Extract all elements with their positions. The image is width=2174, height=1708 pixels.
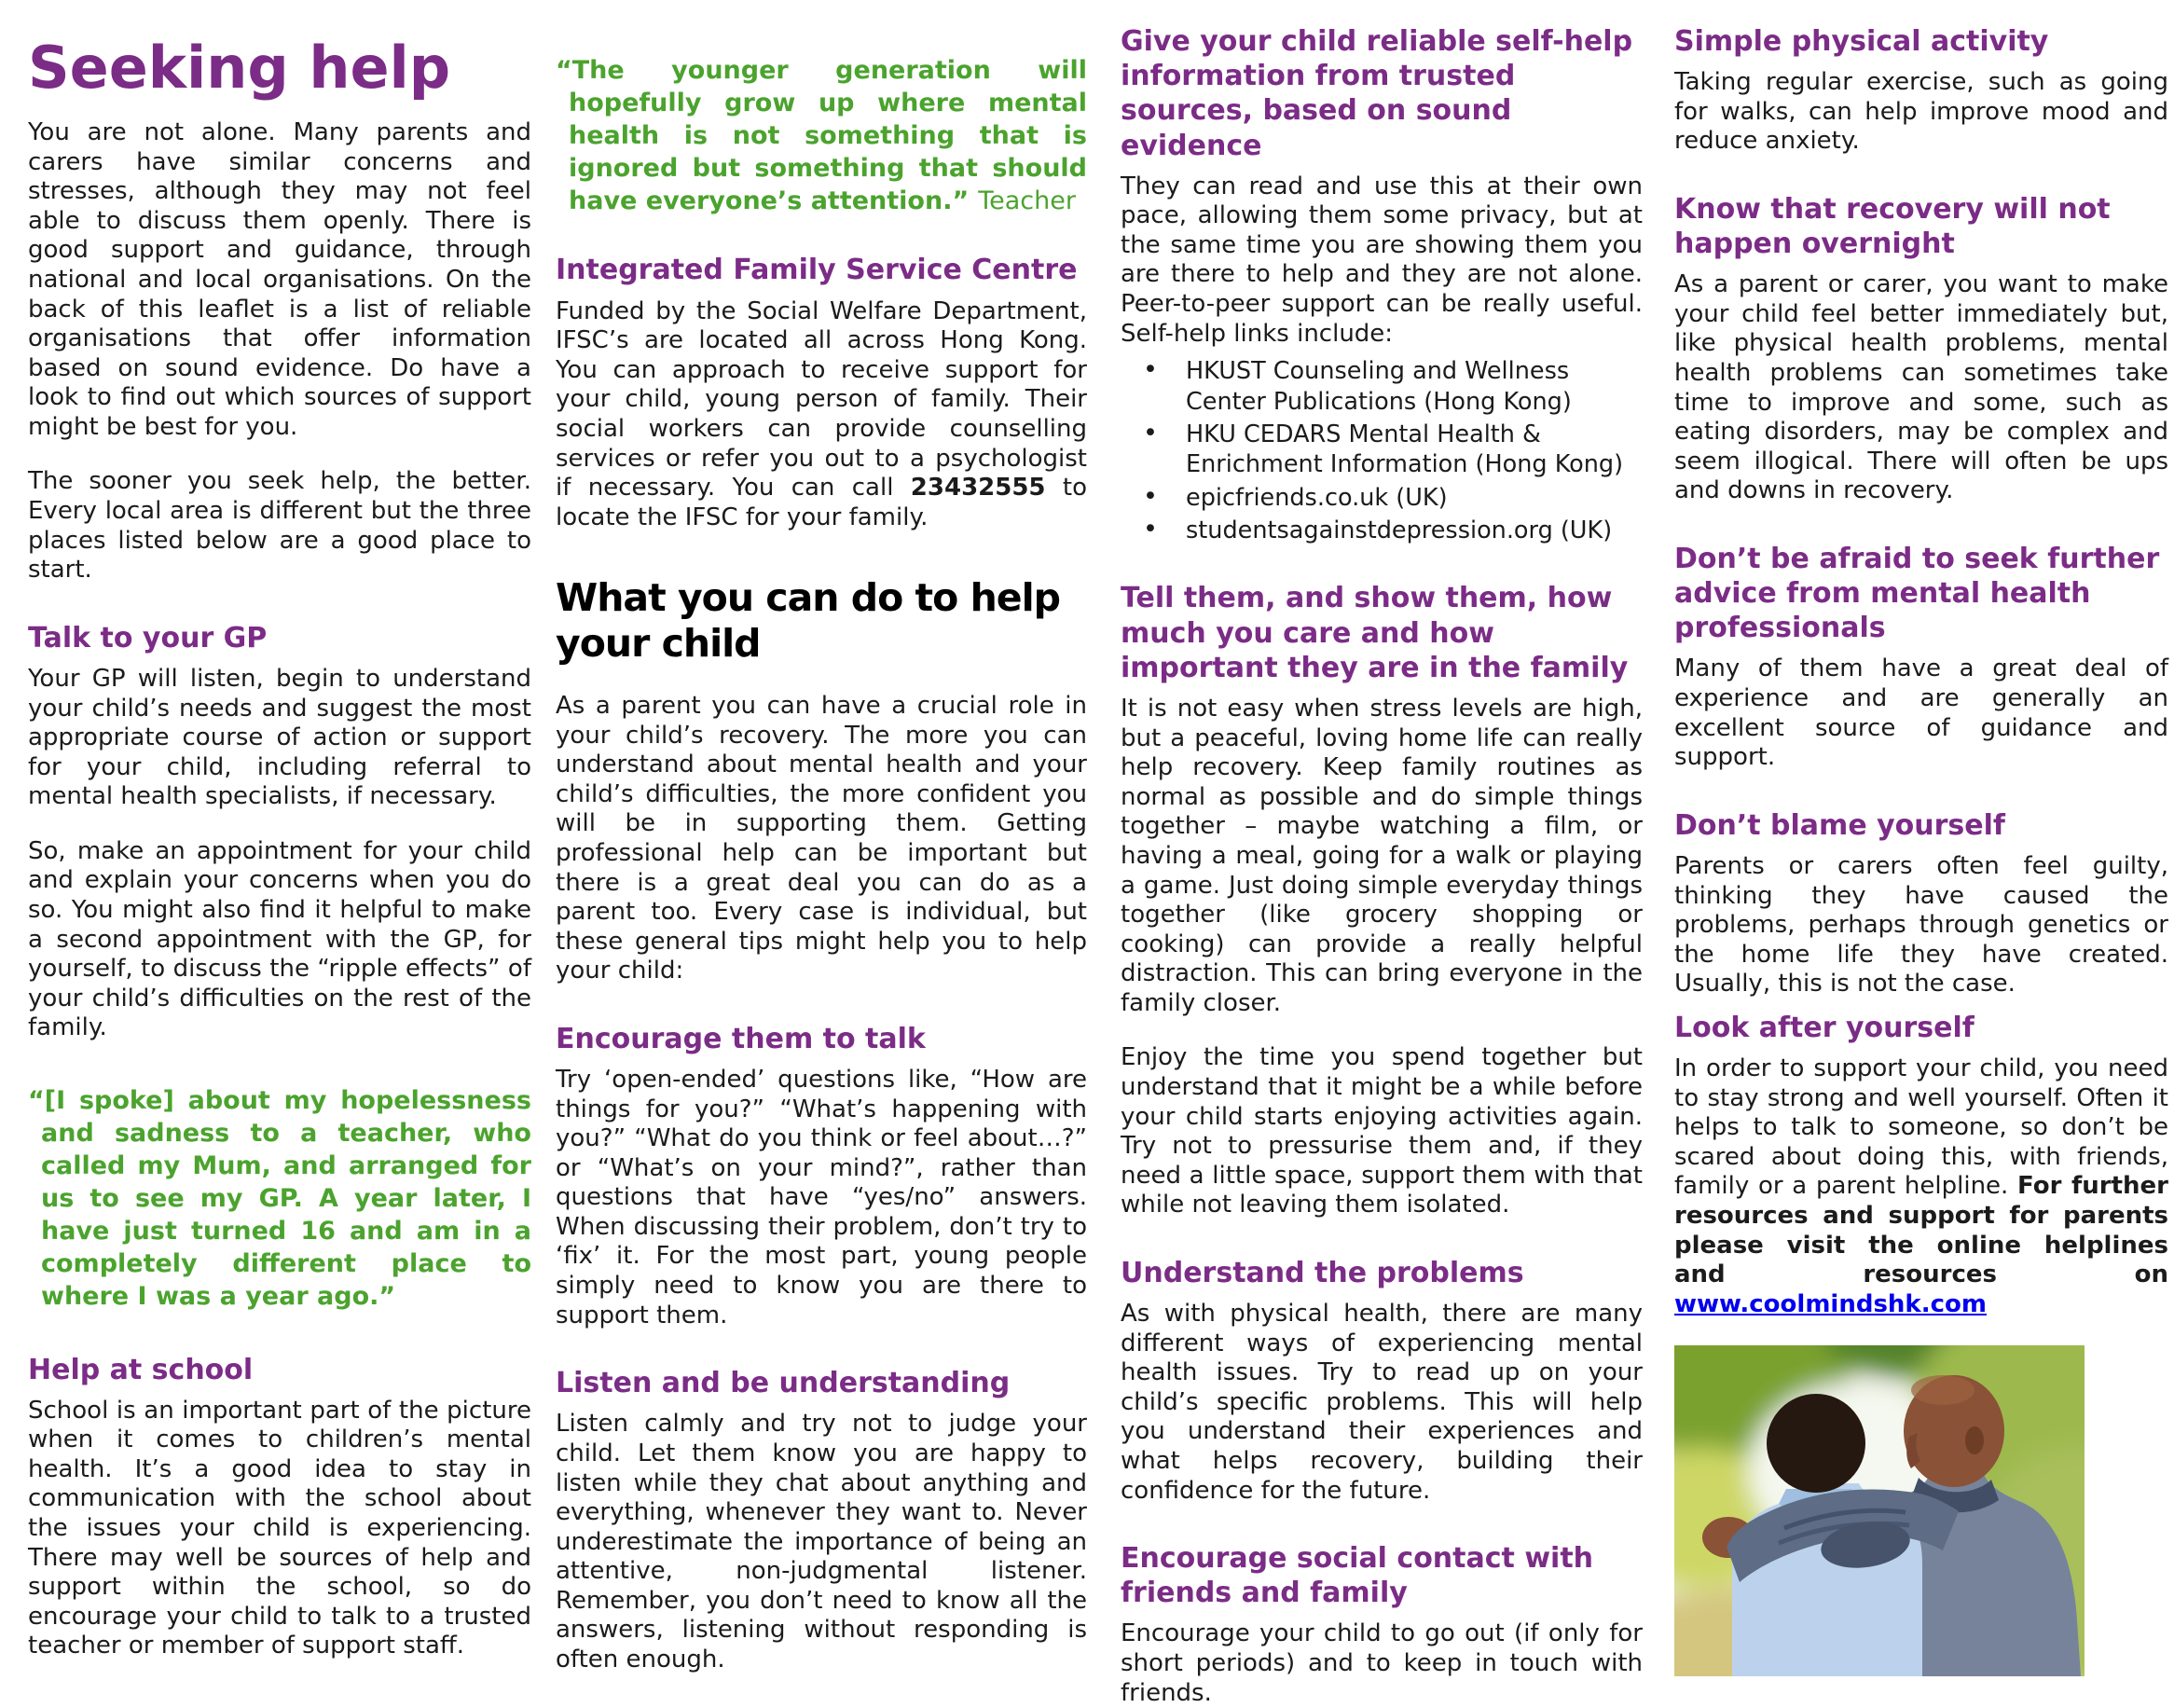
tell-them-paragraph-2: Enjoy the time you spend together but understand that it might be a while before your child starts enjoying activities again. Try not to pressurise them and, if they need a little space, support them with that while not leaving them isolated. <box>1121 1043 1643 1219</box>
heading-simple-physical-activity: Simple physical activity <box>1674 25 2049 58</box>
heading-listen-and-be-understanding: Listen and be understanding <box>556 1367 1011 1400</box>
heading-seek-further-advice: Don’t be afraid to seek further advice from mental health professionals <box>1674 542 2160 645</box>
look-after-bold-text: For further resources and support for parents please visit the online helplines and resources on <box>1674 1172 2168 1289</box>
what-you-can-do-paragraph: As a parent you can have a crucial role in your child’s recovery. The more you can understand about mental health and your child’s difficulties, the more confident you will be in supporting them. Getting professional help can be important but there is a great deal you can do as a parent too. Every case is individual, but these general tips might help you to help your child: <box>556 692 1087 985</box>
column-4 <box>1674 0 2168 1543</box>
column-1 <box>28 0 531 1660</box>
heading-look-after-yourself: Look after yourself <box>1674 1011 1974 1044</box>
quote-young-person: “[I spoke] about my hopelessness and sadness to a teacher, who called my Mum, and arranged for us to see my GP. A year later, I have just turned 16 and am in a completely different place to where I was a year ago.” <box>28 1085 531 1312</box>
ifsc-text-before-phone: Funded by the Social Welfare Department, IFSC’s are located all across Hong Kong. You can approach to receive support for your child, young person of family. Their social workers can provide counselling services or refer you out to a psychologist if necessary. You can call <box>556 296 1087 503</box>
ifsc-phone-number: 23432555 <box>910 474 1046 503</box>
heading-dont-blame-yourself: Don’t blame yourself <box>1674 808 2005 842</box>
column-3 <box>1121 0 1643 1707</box>
heading-help-at-school: Help at school <box>28 1353 254 1386</box>
encourage-talk-paragraph: Try ‘open-ended’ questions like, “How are things for you?” “What’s happening with you?” “What do you think or feel about…?” or “What’s on your mind?”, rather than questions that have “yes/no” answers. When discussing their problem, don’t try to ‘fix’ it. For the most part, young people simply need to know you are there to support them. <box>556 1066 1087 1329</box>
quote-teacher-text: “The younger generation will hopefully grow up where mental health is not something that is ignored but something that should have everyone’s attention.” <box>556 56 1087 216</box>
look-after-yourself-paragraph <box>1674 1054 2168 1319</box>
list-item-hku-cedars: • HKU CEDARS Mental Health & Enrichment Information (Hong Kong) <box>1137 420 1643 480</box>
intro-paragraph-1: You are not alone. Many parents and carers have similar concerns and stresses, although they may not feel able to discuss them openly. There is good support and guidance, through national and local organisations. On the back of this leaflet is a list of reliable organisations that offer information based on sound evidence. Do have a look to find out which sources of support might be best for you. <box>28 118 531 441</box>
heading-recovery-not-overnight: Know that recovery will not happen overnight <box>1674 192 2111 261</box>
list-item-studentsagainstdepression: • studentsagainstdepression.org (UK) <box>1137 516 1643 545</box>
listen-paragraph: Listen calmly and try not to judge your child. Let them know you are happy to listen while they chat about anything and everything, whenever they want to. Never underestimate the importance of being an attentive, non-judgmental listener. Remember, you don’t need to know all the answers, listening without responding is often enough. <box>556 1410 1087 1674</box>
heading-encourage-social-contact: Encourage social contact with friends and family <box>1121 1542 1594 1610</box>
list-item-hkust: • HKUST Counseling and Wellness Center Publications (Hong Kong) <box>1137 356 1643 417</box>
school-paragraph: School is an important part of the picture when it comes to children’s mental health. It’s a good idea to stay in communication with the school about the issues your child is experiencing. There may well be sources of help and support within the school, so do encourage your child to talk to a trusted teacher or member of support staff. <box>28 1396 531 1660</box>
ifsc-text-after-phone: to locate the IFSC for your family. <box>556 474 1087 531</box>
heading-encourage-them-to-talk: Encourage them to talk <box>556 1022 926 1055</box>
recovery-paragraph: As a parent or carer, you want to make your child feel better immediately but, like physical health problems, mental health problems can sometimes take time to improve and some, such as eating disorders, may be complex and seem illogical. There will often be ups and downs in recovery. <box>1674 270 2168 505</box>
intro-paragraph-2: The sooner you seek help, the better. Every local area is different but the three places listed below are a good place to start. <box>28 467 531 585</box>
gp-paragraph-2: So, make an appointment for your child and explain your concerns when you do so. You might also find it helpful to make a second appointment with the GP, for yourself, to discuss the “ripple effects” of your child’s difficulties on the rest of the family. <box>28 836 531 1042</box>
further-advice-paragraph: Many of them have a great deal of experience and are generally an excellent source of guidance and support. <box>1674 654 2168 772</box>
dont-blame-paragraph: Parents or carers often feel guilty, thinking they have caused the problems, perhaps through genetics or the home life they have created. Usually, this is not the case. <box>1674 851 2168 999</box>
quote-teacher <box>556 54 1087 217</box>
ifsc-paragraph <box>556 297 1087 533</box>
self-help-links-list <box>1121 356 1643 545</box>
physical-activity-paragraph: Taking regular exercise, such as going for walks, can help improve mood and reduce anxiety. <box>1674 68 2168 156</box>
tell-them-paragraph-1: It is not easy when stress levels are high, but a peaceful, loving home life can really help recovery. Keep family routines as normal as possible and do simple things together – maybe watching a film, or having a meal, going for a walk or playing a game. Just doing simple everyday things together (like grocery shopping or cooking) can provide a really helpful distraction. This can bring everyone in the family closer. <box>1121 695 1643 1017</box>
column-2 <box>556 0 1087 1674</box>
understand-problems-paragraph: As with physical health, there are many different ways of experiencing mental health issues. Try to read up on your child’s specific problems. This will help you understand their experiences and what helps recovery, building their confidence for the future. <box>1121 1300 1643 1505</box>
photo-parent-child-outdoors <box>1674 1345 2085 1676</box>
heading-reliable-self-help: Give your child reliable self-help information from trusted sources, based on sound evidence <box>1121 25 1633 162</box>
gp-paragraph-1: Your GP will listen, begin to understand your child’s needs and suggest the most appropriate course of action or support for your child, including referral to mental health specialists, if necessary. <box>28 664 531 811</box>
heading-talk-to-your-gp: Talk to your GP <box>28 621 268 654</box>
heading-integrated-family-service-centre: Integrated Family Service Centre <box>556 254 1078 287</box>
coolmindshk-link[interactable]: www.coolmindshk.com <box>1674 1289 1987 1318</box>
heading-understand-the-problems: Understand the problems <box>1121 1256 1524 1289</box>
look-after-text: In order to support your child, you need to stay strong and well yourself. Often it helps to talk to someone, so don’t be scared about doing this, with friends, family or a parent helpline. <box>1674 1054 2168 1201</box>
page-title: Seeking help <box>28 34 451 102</box>
self-help-paragraph: They can read and use this at their own pace, allowing them some privacy, but at the same time you are showing them you are there to help and they are not alone. Peer-to-peer support can be really useful. Self-help links include: <box>1121 172 1643 348</box>
heading-tell-them-show-them: Tell them, and show them, how much you care and how important they are in the family <box>1121 582 1629 684</box>
quote-teacher-attribution: Teacher <box>978 186 1076 216</box>
heading-what-you-can-do: What you can do to help your child <box>556 575 1060 666</box>
list-item-epicfriends: • epicfriends.co.uk (UK) <box>1137 483 1643 513</box>
social-contact-paragraph: Encourage your child to go out (if only for short periods) and to keep in touch with friends. <box>1121 1619 1643 1707</box>
